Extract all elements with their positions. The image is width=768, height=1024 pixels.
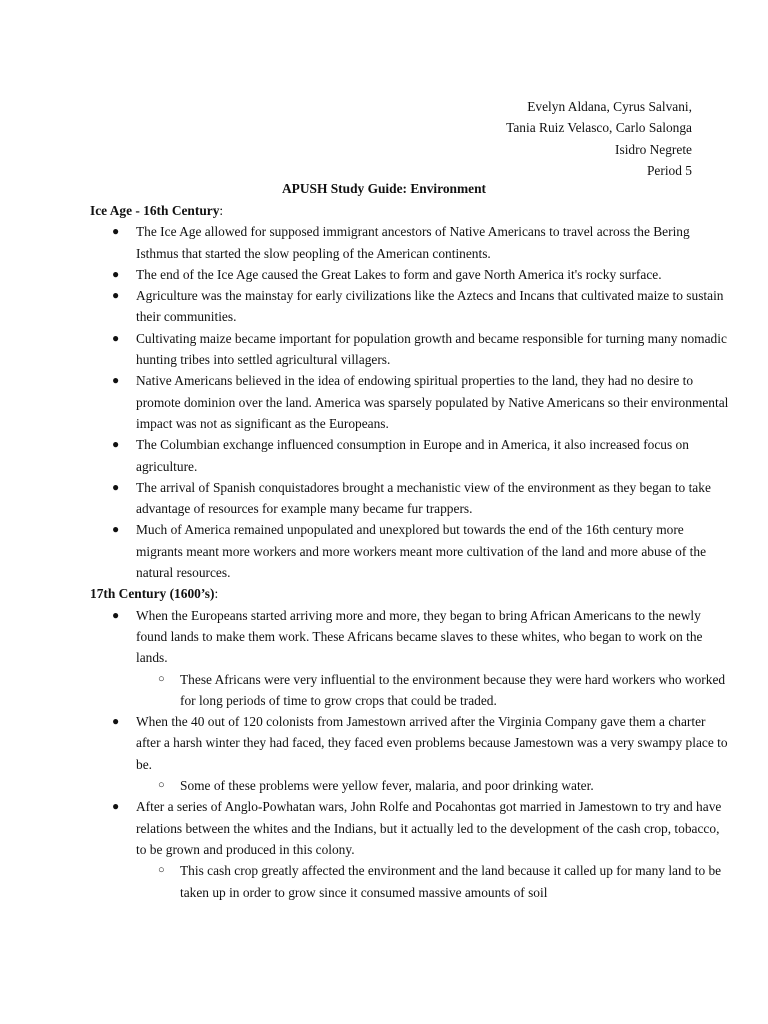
list-item	[90, 370, 730, 434]
section-heading-text: 17th Century (1600’s)	[90, 586, 215, 602]
bullet-icon: ●	[112, 799, 120, 814]
list-item-text: The arrival of Spanish conquistadores brought a mechanistic view of the environment as they began to take advantage of resources for example many became fur trappers.	[136, 479, 711, 517]
list-item-text: Native Americans believed in the idea of endowing spiritual properties to the land, they had no desire to promote dominion over the land. America was sparsely populated by Native Americans so their environmental impact was not as significant as the Europeans.	[136, 373, 729, 431]
bullet-list	[90, 221, 730, 583]
section-heading	[90, 200, 730, 221]
hollow-bullet-icon: ○	[158, 672, 165, 685]
bullet-icon: ●	[112, 330, 120, 345]
list-item-text: The Columbian exchange influenced consumption in Europe and in America, it also increased focus on agriculture.	[136, 437, 689, 474]
section-heading-colon: :	[219, 203, 224, 218]
list-item	[90, 711, 730, 796]
sub-list-item-text: This cash crop greatly affected the environment and the land because it called up for many land to be taken up in order to grow since it consumed massive amounts of soil	[180, 863, 722, 900]
list-item	[90, 519, 730, 583]
sub-bullet-list	[136, 860, 730, 903]
author-line: Evelyn Aldana, Cyrus Salvani,	[527, 99, 692, 114]
author-line: Tania Ruiz Velasco, Carlo Salonga	[506, 120, 692, 136]
list-item	[90, 477, 730, 520]
hollow-bullet-icon: ○	[158, 864, 165, 877]
section-heading-text: Ice Age - 16th Century	[90, 203, 220, 218]
bullet-icon: ●	[112, 224, 120, 239]
document-body	[90, 200, 730, 903]
list-item-text: When the 40 out of 120 colonists from Jamestown arrived after the Virginia Company gave them a charter after a harsh winter they had faced, they faced even problems because Jamestown was a very swampy place to be.	[136, 714, 728, 772]
list-item	[90, 605, 730, 711]
list-item-text: The end of the Ice Age caused the Great Lakes to form and gave North America it's rocky surface.	[136, 266, 662, 282]
sub-list-item	[136, 860, 730, 903]
list-item	[90, 285, 730, 328]
sub-list-item-text: These Africans were very influential to the environment because they were hard workers who worked for long periods of time to grow crops that could be traded.	[180, 671, 726, 708]
bullet-list	[90, 605, 730, 903]
sub-list-item-text: Some of these problems were yellow fever, malaria, and poor drinking water.	[180, 778, 594, 794]
bullet-icon: ●	[112, 479, 120, 494]
author-line: Isidro Negrete	[615, 141, 692, 157]
hollow-bullet-icon: ○	[158, 779, 165, 792]
list-item	[90, 434, 730, 477]
list-item	[90, 328, 730, 371]
period-line: Period 5	[646, 162, 692, 178]
list-item	[90, 264, 730, 285]
bullet-icon: ●	[112, 607, 120, 622]
list-item-text: Much of America remained unpopulated and unexplored but towards the end of the 16th century more migrants meant more workers and more workers meant more cultivation of the land and more abuse of the natural resources.	[136, 522, 707, 581]
bullet-icon: ●	[112, 437, 120, 452]
list-item-text: The Ice Age allowed for supposed immigrant ancestors of Native Americans to travel across the Bering Isthmus that started the slow peopling of the American continents.	[136, 224, 690, 261]
list-item-text: When the Europeans started arriving more and more, they began to bring African Americans to the newly found lands to make them work. These Africans became slaves to these whites, who began to work on the lands.	[136, 607, 703, 666]
sub-list-item	[136, 669, 730, 712]
section-heading-colon: :	[214, 586, 219, 602]
list-item-text: Cultivating maize became important for population growth and became responsible for turning many nomadic hunting tribes into settled agricultural villagers.	[136, 330, 727, 368]
bullet-icon: ●	[112, 266, 120, 281]
section-heading	[90, 583, 730, 604]
list-item-text: Agriculture was the mainstay for early civilizations like the Aztecs and Incans that cultivated maize to sustain their communities.	[136, 288, 724, 325]
bullet-icon: ●	[112, 288, 120, 303]
bullet-icon: ●	[112, 373, 120, 388]
sub-bullet-list	[136, 669, 730, 712]
bullet-icon: ●	[112, 522, 120, 537]
sub-bullet-list	[136, 775, 730, 796]
list-item	[90, 221, 730, 264]
bullet-icon: ●	[112, 714, 120, 729]
list-item	[90, 796, 730, 902]
sub-list-item	[136, 775, 730, 796]
document-title: APUSH Study Guide: Environment	[282, 181, 486, 196]
author-block	[506, 96, 692, 181]
list-item-text: After a series of Anglo-Powhatan wars, John Rolfe and Pocahontas got married in Jamestown to try and have relations between the whites and the Indians, but it actually led to the development of the cash crop, tobacco, to be grown and produced in this colony.	[136, 799, 722, 857]
